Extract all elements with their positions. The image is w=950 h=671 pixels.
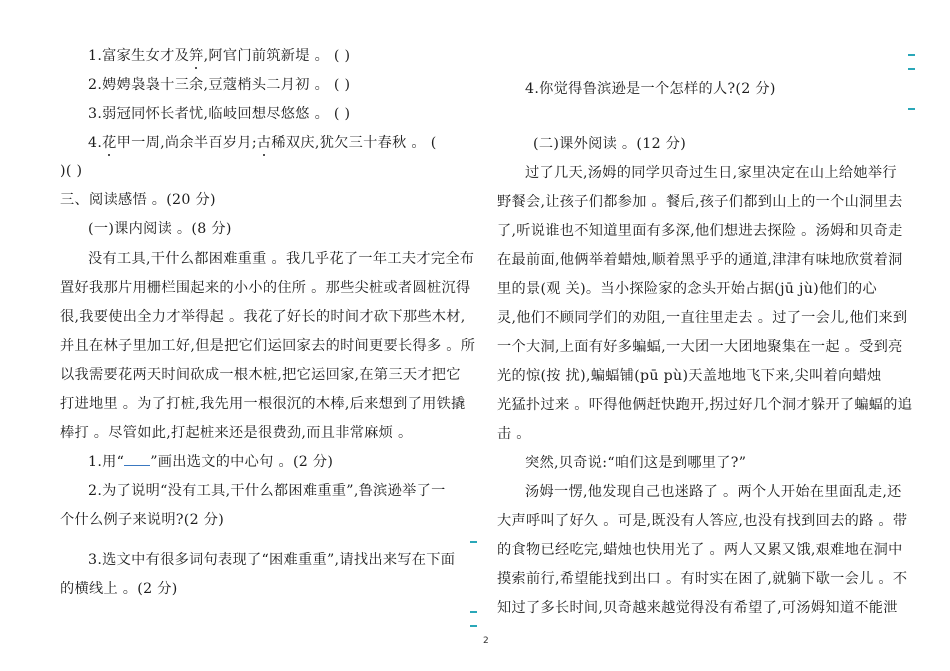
- passage-line: 灵,他们不顾同学们的劝阻,一直往里走去 。过了一会儿,他们来到: [497, 310, 908, 326]
- page-number: 2: [483, 636, 489, 646]
- passage-line: 在最前面,他俩举着蜡烛,顺着黑乎乎的通道,津津有味地欣赏着洞: [497, 252, 903, 268]
- dotted-char: 花: [102, 135, 117, 151]
- comprehension-question-4: 4.你觉得鲁滨逊是一个怎样的人?(2 分): [525, 81, 776, 97]
- margin-mark: [470, 541, 477, 543]
- margin-mark: [908, 54, 915, 56]
- passage-line: 很,我要使出全力才举得起 。我花了好长的时间才砍下那些木材,: [60, 309, 466, 325]
- passage-line: 以我需要花两天时间砍成一根木桩,把它运回家,在第三天才把它: [60, 367, 461, 383]
- comprehension-question-3: 3.选文中有很多词句表现了“困难重重”,请找出来写在下面: [88, 552, 456, 568]
- poem-question-4-cont: )( ): [60, 163, 83, 179]
- dotted-char: 古: [256, 135, 272, 151]
- margin-mark: [908, 68, 915, 70]
- underline-sample: [124, 453, 150, 466]
- passage-line: 的食物已经吃完,蜡烛也快用光了 。两人又累又饿,艰难地在洞中: [497, 542, 903, 558]
- passage-line: 了,听说谁也不知道里面有多深,他们想进去探险 。汤姆和贝奇走: [497, 223, 903, 239]
- passage-line: 棒打 。尽管如此,打起桩来还是很费劲,而且非常麻烦 。: [60, 425, 413, 441]
- section-heading: 三、阅读感悟 。(20 分): [60, 192, 216, 208]
- poem-question-4: 4.花甲一周,尚余半百岁月;古稀双庆,犹欠三十春秋 。 (: [88, 135, 437, 151]
- passage-line: 没有工具,干什么都困难重重 。我几乎花了一年工夫才完全布: [88, 251, 475, 267]
- comprehension-question-1: 1.用“ ”画出选文的中心句 。(2 分): [88, 454, 334, 470]
- passage-line: 击 。: [497, 426, 531, 442]
- dotted-char: 笄: [189, 48, 204, 64]
- passage-line: 一个大洞,上面有好多蝙蝠,一大团一大团地聚集在一起 。受到亮: [497, 339, 903, 355]
- passage-line: 摸索前行,希望能找到出口 。有时实在困了,就躺下歇一会儿 。不: [497, 571, 908, 587]
- passage-line: 突然,贝奇说:“咱们这是到哪里了?”: [525, 455, 747, 471]
- poem-question-3: 3.弱冠同怀长者忧,临岐回想尽悠悠 。 ( ): [88, 106, 351, 122]
- margin-mark: [470, 625, 477, 627]
- subsection-heading: (一)课内阅读 。(8 分): [88, 221, 232, 237]
- passage-line: 知过了多长时间,贝奇越来越觉得没有希望了,可汤姆知道不能泄: [497, 600, 898, 616]
- passage-line: 置好我那片用栅栏围起来的小小的住所 。那些尖桩或者圆桩沉得: [60, 280, 471, 296]
- passage-line: 光的惊(按 扰),蝙蝠铺(pū pù)天盖地地飞下来,尖叫着向蜡烛: [497, 368, 882, 384]
- margin-mark: [908, 108, 915, 110]
- poem-question-2: 2.娉娉袅袅十三余,豆蔻梢头二月初 。 ( ): [88, 77, 351, 93]
- passage-line: 并且在林子里加工好,但是把它们运回家去的时间更要长得多 。所: [60, 338, 476, 354]
- passage-line: 野餐会,让孩子们都参加 。餐后,孩子们都到山上的一个山洞里去: [497, 194, 903, 210]
- comprehension-question-2-cont: 个什么例子来说明?(2 分): [60, 512, 225, 528]
- passage-line: 打进地里 。为了打桩,我先用一根很沉的木棒,后来想到了用铁撬: [60, 396, 466, 412]
- comprehension-question-2: 2.为了说明“没有工具,干什么都困难重重”,鲁滨逊举了一: [88, 483, 446, 499]
- passage-line: 里的景(观 关)。当小探险家的念头开始占据(jū jù)他们的心: [497, 281, 877, 297]
- passage-line: 过了几天,汤姆的同学贝奇过生日,家里决定在山上给她举行: [525, 165, 897, 181]
- passage-line: 大声呼叫了好久 。可是,既没有人答应,也没有找到回去的路 。带: [497, 513, 908, 529]
- poem-question-1: 1.富家生女才及笄,阿官门前筑新堤 。 ( ): [88, 48, 351, 64]
- subsection-heading: (二)课外阅读 。(12 分): [533, 136, 687, 152]
- comprehension-question-3-cont: 的横线上 。(2 分): [60, 581, 178, 597]
- passage-line: 光猛扑过来 。吓得他俩赶快跑开,拐过好几个洞才躲开了蝙蝠的追: [497, 397, 913, 413]
- margin-mark: [470, 611, 477, 613]
- passage-line: 汤姆一愣,他发现自己也迷路了 。两个人开始在里面乱走,还: [525, 484, 902, 500]
